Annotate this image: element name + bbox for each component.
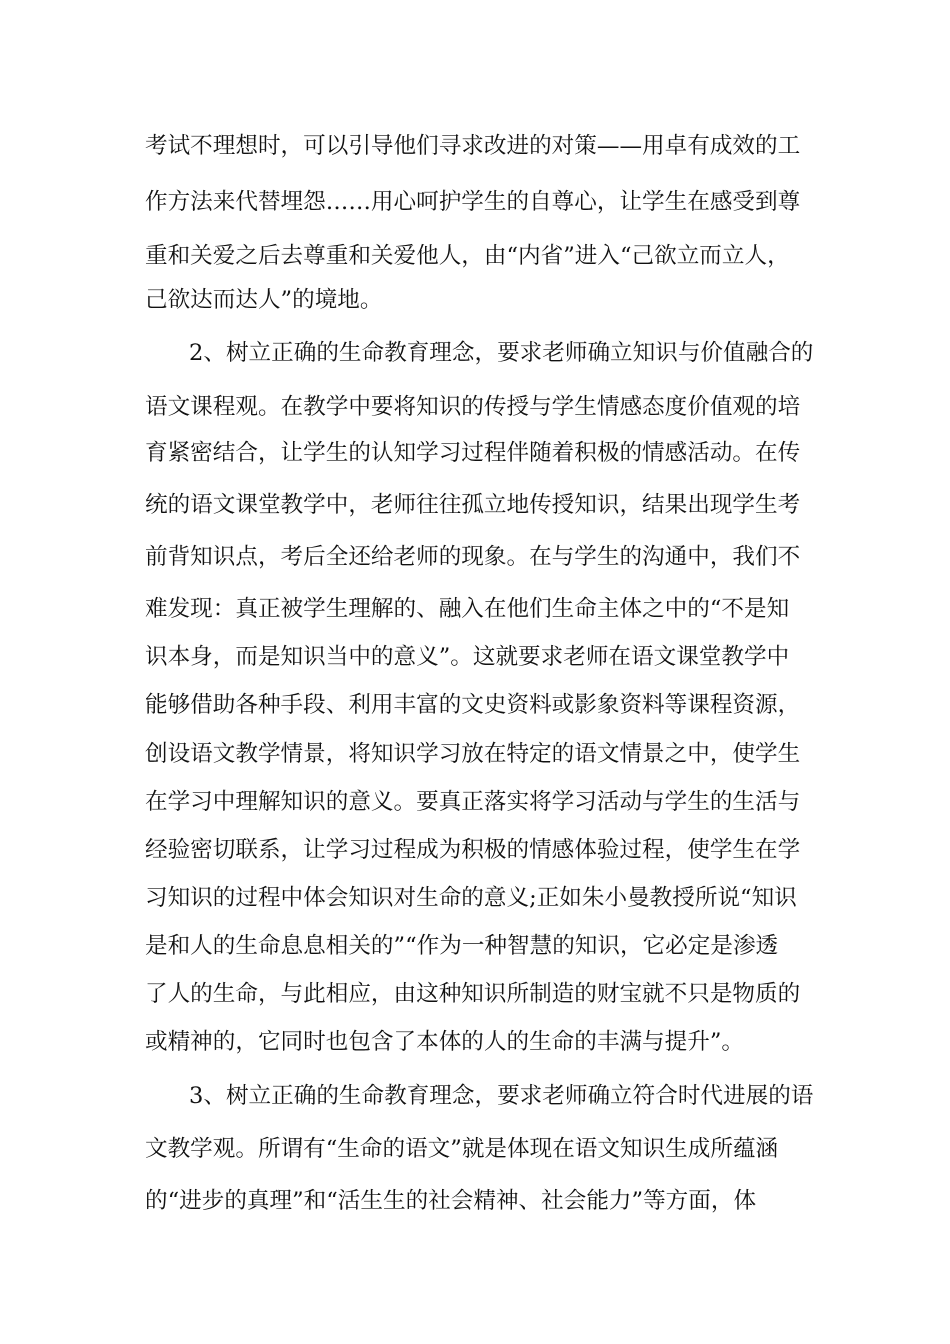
text-line: 统的语文课堂教学中，老师往往孤立地传授知识，结果出现学生考 <box>145 492 801 518</box>
text-line: 2、树立正确的生命教育理念，要求老师确立知识与价值融合的 <box>189 340 814 366</box>
text-line: 了人的生命，与此相应，由这种知识所制造的财宝就不只是物质的 <box>145 981 801 1007</box>
text-line: 语文课程观。在教学中要将知识的传授与学生情感态度价值观的培 <box>145 394 801 420</box>
text-line: 重和关爱之后去尊重和关爱他人，由“内省”进入“己欲立而立人， <box>145 243 790 269</box>
text-line: 前背知识点，考后全还给老师的现象。在与学生的沟通中，我们不 <box>145 544 801 570</box>
text-line: 能够借助各种手段、利用丰富的文史资料或影象资料等课程资源， <box>145 692 801 718</box>
text-line: 经验密切联系，让学习过程成为积极的情感体验过程，使学生在学 <box>145 837 801 863</box>
text-line: 在学习中理解知识的意义。要真正落实将学习活动与学生的生活与 <box>145 789 801 815</box>
text-line: 己欲达而达人”的境地。 <box>145 287 383 313</box>
text-line: 的“进步的真理”和“活生生的社会精神、社会能力”等方面，体 <box>145 1188 757 1214</box>
text-line: 3、树立正确的生命教育理念，要求老师确立符合时代进展的语 <box>189 1083 814 1109</box>
text-line: 习知识的过程中体会知识对生命的意义;正如朱小曼教授所说“知识 <box>145 885 797 911</box>
text-line: 考试不理想时，可以引导他们寻求改进的对策——用卓有成效的工 <box>145 133 801 159</box>
text-line: 是和人的生命息息相关的”“作为一种智慧的知识，它必定是渗透 <box>145 933 779 959</box>
text-line: 识本身，而是知识当中的意义”。这就要求老师在语文课堂教学中 <box>145 644 790 670</box>
text-line: 作方法来代替埋怨……用心呵护学生的自尊心，让学生在感受到尊 <box>145 189 801 215</box>
text-line: 难发现：真正被学生理解的、融入在他们生命主体之中的“不是知 <box>145 596 790 622</box>
text-line: 或精神的，它同时也包含了本体的人的生命的丰满与提升”。 <box>145 1029 744 1055</box>
text-line: 文教学观。所谓有“生命的语文”就是体现在语文知识生成所蕴涵 <box>145 1136 779 1162</box>
text-line: 创设语文教学情景，将知识学习放在特定的语文情景之中，使学生 <box>145 741 801 767</box>
text-line: 育紧密结合，让学生的认知学习过程伴随着积极的情感活动。在传 <box>145 440 801 466</box>
